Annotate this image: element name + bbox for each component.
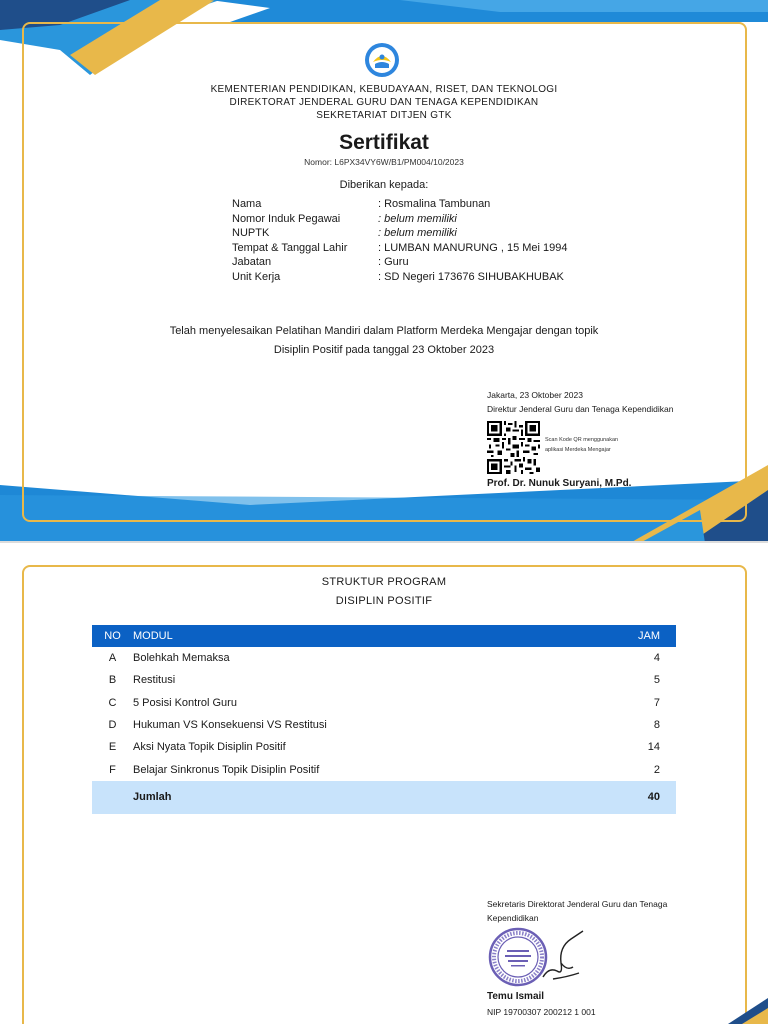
completion-statement-line1: Telah menyelesaikan Pelatihan Mandiri dalam Platform Merdeka Mengajar dengan topik [169,325,599,337]
secretariat-name: SEKRETARIAT DITJEN GTK [316,110,452,121]
table-row [92,758,676,780]
row-modul: 5 Posisi Kontrol Guru [133,696,237,709]
info-label: NUPTK [232,227,270,240]
info-label: Nomor Induk Pegawai [232,212,341,225]
info-label: Nama [232,198,262,210]
qr-code-icon [487,421,540,474]
table-row [92,736,676,758]
given-to-label: Diberikan kepada: [339,179,429,191]
row-no: C [108,696,117,709]
program-structure-page [0,543,768,1024]
row-modul: Bolehkah Memaksa [133,652,230,665]
row-no: E [108,741,117,754]
secretary-role-line1: Sekretaris Direktorat Jenderal Guru dan Tenaga [487,899,668,909]
info-label: Tempat & Tanggal Lahir [232,241,348,254]
info-value: : Guru [378,256,409,269]
secretary-nip: NIP 19700307 200212 1 001 [487,1007,596,1017]
info-row-unit [232,270,568,285]
row-jam: 7 [653,696,660,709]
tut-wuri-handayani-logo [364,42,400,78]
row-no: B [108,674,117,687]
row-jam: 14 [647,741,660,754]
column-header-modul: MODUL [133,630,173,642]
row-modul: Hukuman VS Konsekuensi VS Restitusi [133,719,327,732]
program-topic: DISIPLIN POSITIF [335,595,433,607]
table-total-row [92,781,676,814]
info-value: : belum memiliki [378,227,457,240]
completion-statement-line2: Disiplin Positif pada tanggal 23 Oktober 2023 [273,344,495,356]
info-value: : Rosmalina Tambunan [378,198,491,210]
program-title: STRUKTUR PROGRAM [321,576,447,588]
column-header-jam: JAM [638,630,660,642]
official-seal-and-signature [487,927,593,987]
row-jam: 8 [653,719,660,732]
secretary-role [487,897,717,925]
row-modul: Restitusi [133,674,176,687]
module-table [92,625,676,814]
directorate-name: DIREKTORAT JENDERAL GURU DAN TENAGA KEPENDIDIKAN [229,97,539,108]
table-row [92,647,676,669]
info-label: Jabatan [232,256,272,269]
table-header [92,625,676,647]
place-date: Jakarta, 23 Oktober 2023 [487,390,583,400]
qr-note-line1: Scan Kode QR menggunakan [545,437,619,443]
row-no: F [109,763,116,776]
table-row [92,714,676,736]
recipient-info [232,197,568,285]
row-jam: 4 [653,652,660,665]
info-row-position [232,255,568,270]
info-value: : SD Negeri 173676 SIHUBAKHUBAK [378,270,564,283]
certificate-title: Sertifikat [339,131,429,154]
total-value: 40 [647,791,660,804]
row-modul: Aksi Nyata Topik Disiplin Positif [133,741,286,754]
qr-note-line2: aplikasi Merdeka Mengajar [545,447,611,453]
row-modul: Belajar Sinkronus Topik Disiplin Positif [133,763,320,776]
info-row-nuptk [232,226,568,241]
secretary-role-line2: Kependidikan [487,913,539,923]
row-no: D [108,719,117,732]
certificate-number: Nomor: L6PX34VY6W/B1/PM004/10/2023 [304,157,464,167]
column-header-no: NO [104,630,121,642]
table-row [92,669,676,691]
total-label: Jumlah [133,791,172,804]
row-jam: 5 [653,674,660,687]
page-divider [0,541,768,543]
info-row-nip [232,212,568,227]
signer-name: Prof. Dr. Nunuk Suryani, M.Pd. [487,478,632,489]
info-row-name [232,197,568,212]
row-no: A [108,652,117,665]
table-row [92,692,676,714]
signer-role: Direktur Jenderal Guru dan Tenaga Kependidikan [487,404,674,414]
secretary-name: Temu Ismail [487,991,545,1002]
ministry-name: KEMENTERIAN PENDIDIKAN, KEBUDAYAAN, RISET, DAN TEKNOLOGI [210,84,558,95]
info-label: Unit Kerja [232,270,281,283]
info-value: : LUMBAN MANURUNG , 15 Mei 1994 [378,241,568,254]
info-value: : belum memiliki [378,212,457,225]
row-jam: 2 [653,763,660,776]
info-row-birth [232,241,568,256]
